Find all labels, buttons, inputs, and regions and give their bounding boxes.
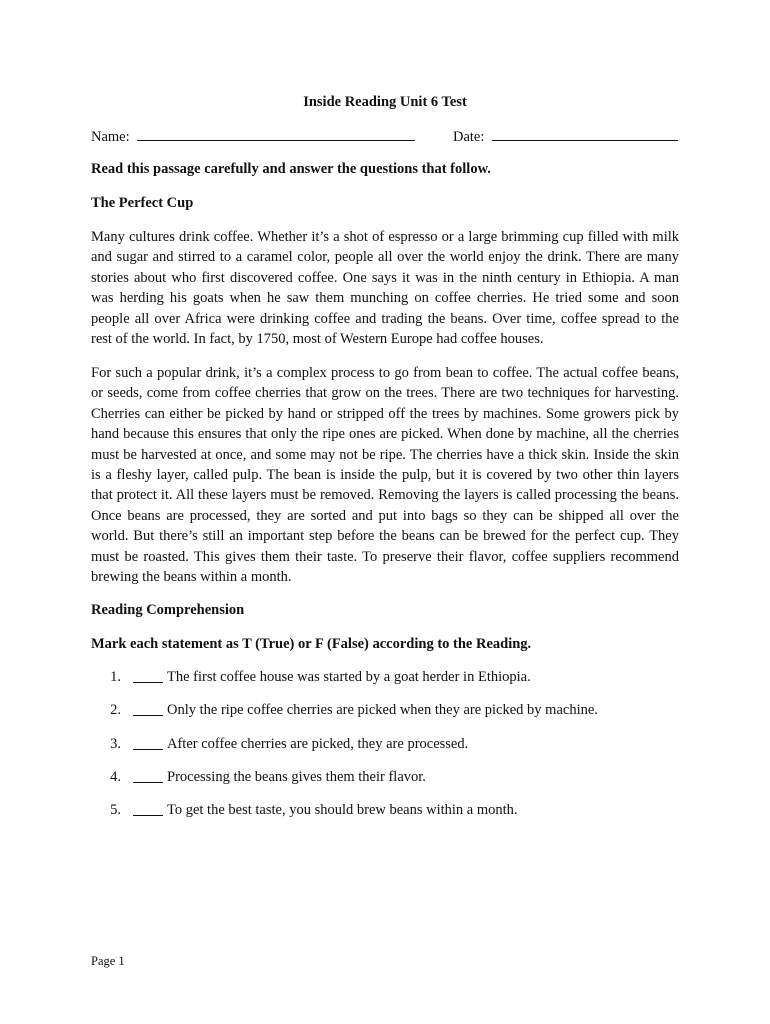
item-number: 2. (110, 702, 121, 719)
page-number: Page 1 (91, 954, 125, 968)
name-date-row (91, 127, 691, 146)
item-text: After coffee cherries are picked, they are processed. (167, 735, 469, 752)
passage-paragraph-2: For such a popular drink, it’s a complex process to go from bean to coffee. The actual coffee beans, or seeds, come from coffee cherries that grow on the trees. There are two techniques for harvesting. Cherries can either be picked by hand or stripped off the trees by machines. Some growers pick by hand because this ensures that only the ripe ones are picked. When done by machine, all the cherries must be harvested at once, and some may not be ripe. The cherries have a thick skin. Inside the skin is a fleshy layer, called pulp. The bean is inside the pulp, but it is covered by two other thin layers that protect it. All these layers must be removed. Removing the layers is called processing the beans. Once beans are processed, they are sorted and put into bags so they can be shipped all over the world. But there’s still an important step before the beans can be brewed for the perfect cup. They must be roasted. This gives them their taste. To preserve their flavor, coffee suppliers recommend brewing the beans within a month. (91, 365, 679, 586)
list-item (91, 736, 691, 769)
list-item (91, 769, 691, 802)
passage-instructions: Read this passage carefully and answer the questions that follow. (91, 161, 491, 177)
date-label: Date: (453, 129, 485, 145)
date-blank-line[interactable] (492, 127, 678, 141)
item-text: The first coffee house was started by a goat herder in Ethiopia. (167, 669, 531, 685)
item-number: 3. (110, 735, 121, 752)
list-item (91, 669, 691, 702)
item-number: 4. (110, 768, 121, 785)
item-text: Processing the beans gives them their flavor. (167, 768, 426, 785)
answer-blank[interactable] (133, 802, 163, 816)
comprehension-heading: Reading Comprehension (91, 602, 245, 618)
list-item (91, 702, 691, 735)
test-title: Inside Reading Unit 6 Test (303, 94, 467, 110)
passage-title: The Perfect Cup (91, 195, 194, 211)
answer-blank[interactable] (133, 736, 163, 750)
date-field (453, 127, 678, 146)
answer-blank[interactable] (133, 702, 163, 716)
answer-blank[interactable] (133, 769, 163, 783)
item-text: Only the ripe coffee cherries are picked when they are picked by machine. (167, 702, 598, 719)
name-blank-line[interactable] (137, 127, 415, 141)
item-number: 1. (110, 669, 121, 685)
item-number: 5. (110, 802, 121, 819)
comprehension-instruction: Mark each statement as T (True) or F (False) according to the Reading. (91, 636, 532, 652)
true-false-list (91, 669, 691, 835)
item-text: To get the best taste, you should brew beans within a month. (167, 802, 518, 819)
list-item (91, 802, 691, 835)
passage-paragraph-1: Many cultures drink coffee. Whether it’s a shot of espresso or a large brimming cup filled with milk and sugar and stirred to a caramel color, people all over the world enjoy the drink. There are many stories about who first discovered coffee. One says it was in the ninth century in Ethiopia. A man was herding his goats when he saw them munching on coffee cherries. He tried some and soon people all over Africa were drinking coffee and trading the beans. Over time, coffee spread to the rest of the world. In fact, by 1750, most of Western Europe had coffee houses. (91, 229, 679, 348)
answer-blank[interactable] (133, 669, 163, 683)
name-label: Name: (91, 129, 130, 145)
